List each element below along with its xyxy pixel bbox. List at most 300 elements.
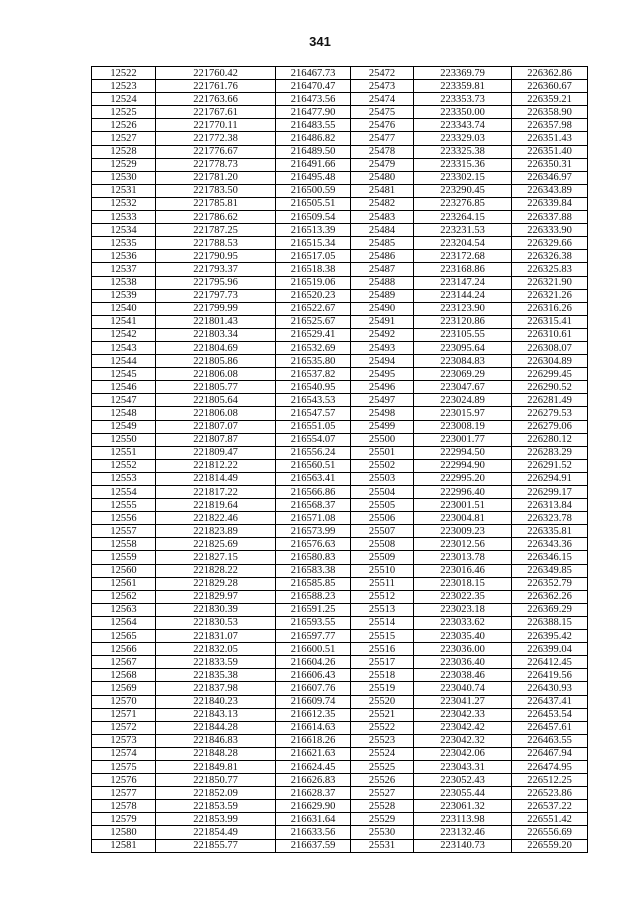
table-cell: 226279.06 (512, 420, 588, 433)
table-cell: 25489 (351, 289, 414, 302)
table-row (92, 407, 588, 420)
table-row (92, 197, 588, 210)
table-row (92, 446, 588, 459)
table-cell: 223084.83 (414, 355, 512, 368)
table-cell: 25508 (351, 538, 414, 551)
table-cell: 25526 (351, 774, 414, 787)
table-cell: 226325.83 (512, 263, 588, 276)
table-cell: 221855.77 (156, 839, 276, 852)
table-cell: 216607.76 (276, 682, 351, 695)
table-cell: 25510 (351, 564, 414, 577)
table-cell: 216529.41 (276, 328, 351, 341)
table-cell: 216571.08 (276, 512, 351, 525)
table-cell: 226315.41 (512, 315, 588, 328)
table-cell: 216554.07 (276, 433, 351, 446)
table-cell: 12578 (92, 800, 156, 813)
table-row (92, 328, 588, 341)
table-cell: 216628.37 (276, 787, 351, 800)
table-cell: 12573 (92, 734, 156, 747)
table-cell: 222996.40 (414, 486, 512, 499)
table-cell: 25484 (351, 224, 414, 237)
table-cell: 216624.45 (276, 760, 351, 773)
table-cell: 221803.34 (156, 328, 276, 341)
table-cell: 216491.66 (276, 158, 351, 171)
table-cell: 12567 (92, 656, 156, 669)
table-cell: 216609.74 (276, 695, 351, 708)
table-cell: 223042.32 (414, 734, 512, 747)
table-cell: 216486.82 (276, 132, 351, 145)
table-row (92, 459, 588, 472)
table-cell: 12525 (92, 106, 156, 119)
table-row (92, 708, 588, 721)
table-cell: 216612.35 (276, 708, 351, 721)
table-cell: 25480 (351, 171, 414, 184)
table-cell: 216537.82 (276, 368, 351, 381)
table-cell: 226453.54 (512, 708, 588, 721)
table-cell: 221835.38 (156, 669, 276, 682)
table-cell: 226339.84 (512, 197, 588, 210)
table-cell: 221805.64 (156, 394, 276, 407)
table-cell: 12552 (92, 459, 156, 472)
table-cell: 221795.96 (156, 276, 276, 289)
table-cell: 221783.50 (156, 184, 276, 197)
table-cell: 221809.47 (156, 446, 276, 459)
table-cell: 223204.54 (414, 237, 512, 250)
table-cell: 216551.05 (276, 420, 351, 433)
table-cell: 25502 (351, 459, 414, 472)
table-cell: 25504 (351, 486, 414, 499)
table-cell: 223036.40 (414, 656, 512, 669)
table-cell: 216606.43 (276, 669, 351, 682)
table-cell: 221854.49 (156, 826, 276, 839)
table-cell: 221797.73 (156, 289, 276, 302)
table-cell: 221790.95 (156, 250, 276, 263)
table-cell: 12568 (92, 669, 156, 682)
table-cell: 226399.04 (512, 643, 588, 656)
table-cell: 216540.95 (276, 381, 351, 394)
table-cell: 223061.32 (414, 800, 512, 813)
table-row (92, 381, 588, 394)
table-cell: 223036.00 (414, 643, 512, 656)
table-row (92, 656, 588, 669)
table-cell: 226321.90 (512, 276, 588, 289)
table-cell: 25529 (351, 813, 414, 826)
table-cell: 25493 (351, 341, 414, 354)
table-cell: 223095.64 (414, 341, 512, 354)
table-cell: 216517.05 (276, 250, 351, 263)
table-cell: 226419.56 (512, 669, 588, 682)
table-cell: 25509 (351, 551, 414, 564)
table-cell: 12536 (92, 250, 156, 263)
table-cell: 216591.25 (276, 603, 351, 616)
table-cell: 216522.67 (276, 302, 351, 315)
table-row (92, 734, 588, 747)
table-cell: 216495.48 (276, 171, 351, 184)
table-cell: 216563.41 (276, 472, 351, 485)
table-row (92, 800, 588, 813)
table-cell: 221830.39 (156, 603, 276, 616)
table-row (92, 787, 588, 800)
table-cell: 226337.88 (512, 211, 588, 224)
table-cell: 12576 (92, 774, 156, 787)
table-cell: 25503 (351, 472, 414, 485)
table-cell: 226395.42 (512, 630, 588, 643)
table-row (92, 643, 588, 656)
table-cell: 12547 (92, 394, 156, 407)
table-cell: 223009.23 (414, 525, 512, 538)
table-cell: 25514 (351, 616, 414, 629)
table-cell: 222994.50 (414, 446, 512, 459)
table-row (92, 80, 588, 93)
table-row (92, 132, 588, 145)
table-cell: 221844.28 (156, 721, 276, 734)
table-cell: 226316.26 (512, 302, 588, 315)
table-cell: 226523.86 (512, 787, 588, 800)
table-row (92, 839, 588, 852)
table-cell: 223144.24 (414, 289, 512, 302)
table-cell: 223343.74 (414, 119, 512, 132)
table-cell: 25524 (351, 747, 414, 760)
table-row (92, 67, 588, 80)
table-row (92, 747, 588, 760)
table-cell: 12541 (92, 315, 156, 328)
table-cell: 12574 (92, 747, 156, 760)
table-cell: 221760.42 (156, 67, 276, 80)
table-cell: 25531 (351, 839, 414, 852)
table-cell: 25498 (351, 407, 414, 420)
table-cell: 25492 (351, 328, 414, 341)
table-cell: 223033.62 (414, 616, 512, 629)
table-cell: 25491 (351, 315, 414, 328)
table-cell: 221793.37 (156, 263, 276, 276)
table-row (92, 590, 588, 603)
table-cell: 226343.36 (512, 538, 588, 551)
table-cell: 12562 (92, 590, 156, 603)
table-cell: 25520 (351, 695, 414, 708)
table-cell: 12522 (92, 67, 156, 80)
table-cell: 216626.83 (276, 774, 351, 787)
table-cell: 12559 (92, 551, 156, 564)
table-row (92, 315, 588, 328)
table-cell: 25486 (351, 250, 414, 263)
table-cell: 221823.89 (156, 525, 276, 538)
table-row (92, 616, 588, 629)
table-cell: 216547.57 (276, 407, 351, 420)
table-cell: 226551.42 (512, 813, 588, 826)
table-cell: 25490 (351, 302, 414, 315)
table-row (92, 184, 588, 197)
table-cell: 216543.53 (276, 394, 351, 407)
table-cell: 226350.31 (512, 158, 588, 171)
table-cell: 12549 (92, 420, 156, 433)
table-cell: 226474.95 (512, 760, 588, 773)
table-cell: 226343.89 (512, 184, 588, 197)
table-cell: 216566.86 (276, 486, 351, 499)
table-cell: 226437.41 (512, 695, 588, 708)
coordinates-table (91, 66, 588, 853)
table-cell: 223024.89 (414, 394, 512, 407)
table-cell: 216513.39 (276, 224, 351, 237)
table-cell: 12529 (92, 158, 156, 171)
table-cell: 25495 (351, 368, 414, 381)
table-row (92, 420, 588, 433)
table-cell: 25500 (351, 433, 414, 446)
table-cell: 25481 (351, 184, 414, 197)
table-cell: 226351.40 (512, 145, 588, 158)
table-cell: 12571 (92, 708, 156, 721)
table-row (92, 551, 588, 564)
table-row (92, 394, 588, 407)
table-cell: 216519.06 (276, 276, 351, 289)
table-cell: 223147.24 (414, 276, 512, 289)
table-cell: 221853.99 (156, 813, 276, 826)
table-row (92, 171, 588, 184)
table-cell: 226299.17 (512, 486, 588, 499)
table-cell: 221852.09 (156, 787, 276, 800)
table-cell: 223140.73 (414, 839, 512, 852)
table-cell: 25521 (351, 708, 414, 721)
table-cell: 25507 (351, 525, 414, 538)
table-cell: 221806.08 (156, 407, 276, 420)
table-cell: 223038.46 (414, 669, 512, 682)
table-cell: 12553 (92, 472, 156, 485)
table-cell: 12575 (92, 760, 156, 773)
table-row (92, 355, 588, 368)
table-cell: 226291.52 (512, 459, 588, 472)
table-cell: 12527 (92, 132, 156, 145)
table-cell: 12564 (92, 616, 156, 629)
table-cell: 226329.66 (512, 237, 588, 250)
table-cell: 223018.15 (414, 577, 512, 590)
table-cell: 221829.28 (156, 577, 276, 590)
table-cell: 226299.45 (512, 368, 588, 381)
table-cell: 216583.38 (276, 564, 351, 577)
table-row (92, 826, 588, 839)
table-row (92, 577, 588, 590)
table-cell: 221840.23 (156, 695, 276, 708)
table-row (92, 525, 588, 538)
table-cell: 223315.36 (414, 158, 512, 171)
table-cell: 226351.43 (512, 132, 588, 145)
table-cell: 25513 (351, 603, 414, 616)
table-cell: 216470.47 (276, 80, 351, 93)
table-cell: 25512 (351, 590, 414, 603)
table-cell: 25488 (351, 276, 414, 289)
table-cell: 216489.50 (276, 145, 351, 158)
table-cell: 226467.94 (512, 747, 588, 760)
table-cell: 223042.06 (414, 747, 512, 760)
table-cell: 25517 (351, 656, 414, 669)
table-cell: 223052.43 (414, 774, 512, 787)
table-cell: 12542 (92, 328, 156, 341)
table-cell: 216477.90 (276, 106, 351, 119)
table-cell: 25494 (351, 355, 414, 368)
table-cell: 222995.20 (414, 472, 512, 485)
table-row (92, 721, 588, 734)
table-cell: 25485 (351, 237, 414, 250)
table-cell: 216483.55 (276, 119, 351, 132)
table-cell: 221814.49 (156, 472, 276, 485)
table-cell: 216597.77 (276, 630, 351, 643)
table-cell: 216600.51 (276, 643, 351, 656)
table-cell: 12543 (92, 341, 156, 354)
table-cell: 12570 (92, 695, 156, 708)
table-cell: 223023.18 (414, 603, 512, 616)
table-row (92, 93, 588, 106)
page-number: 341 (309, 34, 331, 49)
table-cell: 221787.25 (156, 224, 276, 237)
table-cell: 221772.38 (156, 132, 276, 145)
table-cell: 223302.15 (414, 171, 512, 184)
table-cell: 223105.55 (414, 328, 512, 341)
table-cell: 216532.69 (276, 341, 351, 354)
table-cell: 226326.38 (512, 250, 588, 263)
table-cell: 221761.76 (156, 80, 276, 93)
table-cell: 223123.90 (414, 302, 512, 315)
table-cell: 226346.97 (512, 171, 588, 184)
table-cell: 25522 (351, 721, 414, 734)
table-cell: 12563 (92, 603, 156, 616)
table-cell: 221801.43 (156, 315, 276, 328)
table-cell: 221828.22 (156, 564, 276, 577)
table-row (92, 512, 588, 525)
table-cell: 221832.05 (156, 643, 276, 656)
table-cell: 216588.23 (276, 590, 351, 603)
table-cell: 226323.78 (512, 512, 588, 525)
table-cell: 216473.56 (276, 93, 351, 106)
table-cell: 221837.98 (156, 682, 276, 695)
table-cell: 226279.53 (512, 407, 588, 420)
table-row (92, 106, 588, 119)
table-cell: 12557 (92, 525, 156, 538)
table-cell: 216614.63 (276, 721, 351, 734)
table-cell: 12554 (92, 486, 156, 499)
table-cell: 216629.90 (276, 800, 351, 813)
table-row (92, 237, 588, 250)
table-row (92, 433, 588, 446)
table-cell: 226430.93 (512, 682, 588, 695)
table-row (92, 603, 588, 616)
table-cell: 25519 (351, 682, 414, 695)
table-cell: 221830.53 (156, 616, 276, 629)
table-cell: 223015.97 (414, 407, 512, 420)
table-row (92, 538, 588, 551)
table-cell: 221805.86 (156, 355, 276, 368)
table-row (92, 695, 588, 708)
table-cell: 226369.29 (512, 603, 588, 616)
table-cell: 12579 (92, 813, 156, 826)
table-cell: 223264.15 (414, 211, 512, 224)
table-cell: 226310.61 (512, 328, 588, 341)
table-row (92, 119, 588, 132)
table-cell: 12537 (92, 263, 156, 276)
table-cell: 226308.07 (512, 341, 588, 354)
table-cell: 221825.69 (156, 538, 276, 551)
table-cell: 223276.85 (414, 197, 512, 210)
table-cell: 216560.51 (276, 459, 351, 472)
table-cell: 223008.19 (414, 420, 512, 433)
table-cell: 226388.15 (512, 616, 588, 629)
table-cell: 226283.29 (512, 446, 588, 459)
table-row (92, 472, 588, 485)
table-cell: 12581 (92, 839, 156, 852)
table-cell: 12523 (92, 80, 156, 93)
table-row (92, 211, 588, 224)
table-cell: 221767.61 (156, 106, 276, 119)
table-cell: 216515.34 (276, 237, 351, 250)
table-cell: 25506 (351, 512, 414, 525)
table-cell: 223132.46 (414, 826, 512, 839)
table-row (92, 564, 588, 577)
table-cell: 223016.46 (414, 564, 512, 577)
table-cell: 226412.45 (512, 656, 588, 669)
table-cell: 25474 (351, 93, 414, 106)
table-cell: 223290.45 (414, 184, 512, 197)
table-cell: 221848.28 (156, 747, 276, 760)
coordinates-table-body (92, 67, 588, 853)
table-cell: 25501 (351, 446, 414, 459)
table-cell: 216467.73 (276, 67, 351, 80)
table-cell: 221819.64 (156, 499, 276, 512)
table-row (92, 774, 588, 787)
table-cell: 12560 (92, 564, 156, 577)
table-cell: 226304.89 (512, 355, 588, 368)
table-cell: 12545 (92, 368, 156, 381)
table-cell: 12540 (92, 302, 156, 315)
table-cell: 226346.15 (512, 551, 588, 564)
table-cell: 221778.73 (156, 158, 276, 171)
table-cell: 226457.61 (512, 721, 588, 734)
table-cell: 221799.99 (156, 302, 276, 315)
table-cell: 221807.07 (156, 420, 276, 433)
table-row (92, 224, 588, 237)
table-cell: 12532 (92, 197, 156, 210)
table-cell: 223325.38 (414, 145, 512, 158)
table-cell: 221788.53 (156, 237, 276, 250)
table-cell: 223047.67 (414, 381, 512, 394)
table-cell: 223369.79 (414, 67, 512, 80)
table-cell: 226362.86 (512, 67, 588, 80)
table-row (92, 276, 588, 289)
table-cell: 221822.46 (156, 512, 276, 525)
table-cell: 216556.24 (276, 446, 351, 459)
table-cell: 226362.26 (512, 590, 588, 603)
table-cell: 12580 (92, 826, 156, 839)
table-row (92, 341, 588, 354)
table-cell: 223172.68 (414, 250, 512, 263)
table-cell: 25518 (351, 669, 414, 682)
table-cell: 216633.56 (276, 826, 351, 839)
table-cell: 226463.55 (512, 734, 588, 747)
table-row (92, 289, 588, 302)
table-cell: 25483 (351, 211, 414, 224)
table-cell: 223069.29 (414, 368, 512, 381)
table-cell: 223329.03 (414, 132, 512, 145)
table-cell: 223022.35 (414, 590, 512, 603)
table-cell: 25511 (351, 577, 414, 590)
table-cell: 25523 (351, 734, 414, 747)
table-cell: 12569 (92, 682, 156, 695)
table-cell: 25478 (351, 145, 414, 158)
table-cell: 216604.26 (276, 656, 351, 669)
table-cell: 12546 (92, 381, 156, 394)
table-cell: 223350.00 (414, 106, 512, 119)
table-cell: 226537.22 (512, 800, 588, 813)
table-cell: 223168.86 (414, 263, 512, 276)
table-cell: 223113.98 (414, 813, 512, 826)
table-cell: 226294.91 (512, 472, 588, 485)
table-row (92, 760, 588, 773)
